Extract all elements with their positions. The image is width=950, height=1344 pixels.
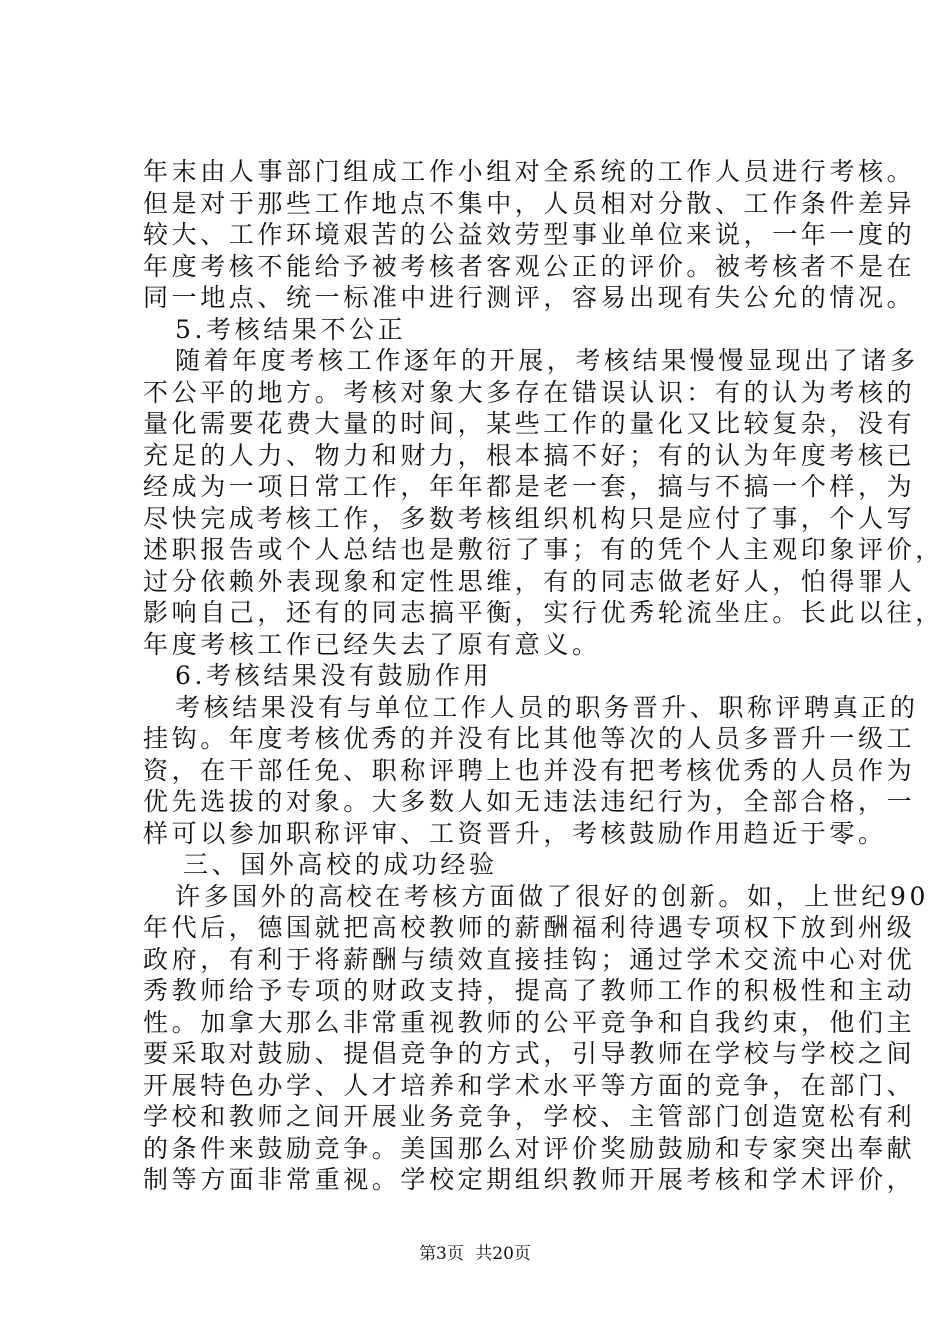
- paragraph-line: 经成为一项日常工作，年年都是老一套，搞与不搞一个样，为: [143, 472, 916, 501]
- paragraph-line: 考核结果没有与单位工作人员的职务晋升、职称评聘真正的: [175, 692, 919, 722]
- page-number: 第3页: [419, 1244, 464, 1264]
- paragraph-line: 影响自己，还有的同志搞平衡，实行优秀轮流坐庄。长此以往，: [143, 598, 944, 627]
- paragraph-line: 述职报告或个人总结也是敷衍了事；有的凭个人主观印象评价，: [143, 535, 944, 564]
- paragraph-line: 的条件来鼓励竞争。美国那么对评价奖励鼓励和专家突出奉献: [143, 1133, 916, 1163]
- paragraph-line: 秀教师给予专项的财政支持，提高了教师工作的积极性和主动: [143, 976, 916, 1005]
- section-heading: 5.考核结果不公正: [175, 314, 407, 344]
- paragraph-line: 学校和教师之间开展业务竞争，学校、主管部门创造宽松有利: [143, 1102, 916, 1131]
- paragraph-line: 政府，有利于将薪酬与绩效直接挂钩；通过学术交流中心对优: [143, 944, 916, 974]
- paragraph-line: 开展特色办学、人才培养和学术水平等方面的竞争，在部门、: [143, 1070, 916, 1100]
- paragraph-line: 要采取对鼓励、提倡竞争的方式，引导教师在学校与学校之间: [143, 1039, 916, 1068]
- paragraph-line: 过分依赖外表现象和定性思维，有的同志做老好人，怕得罪人: [143, 566, 916, 596]
- paragraph-line: 较大、工作环境艰苦的公益效劳型事业单位来说，一年一度的: [143, 220, 916, 249]
- paragraph-line: 性。加拿大那么非常重视教师的公平竞争和自我约束，他们主: [143, 1007, 916, 1037]
- section-heading: 6.考核结果没有鼓励作用: [175, 661, 493, 690]
- paragraph-line: 优先选拔的对象。大多数人如无违法违纪行为，全部合格，一: [143, 787, 916, 816]
- paragraph-line: 挂钩。年度考核优秀的并没有比其他等次的人员多晋升一级工: [143, 724, 916, 753]
- paragraph-line: 年度考核不能给予被考核者客观公正的评价。被考核者不是在: [143, 251, 916, 281]
- paragraph-line: 不公平的地方。考核对象大多存在错误认识：有的认为考核的: [143, 377, 916, 407]
- page-footer: [0, 1243, 950, 1265]
- paragraph-line: 样可以参加职称评审、工资晋升，考核鼓励作用趋近于零。: [143, 818, 887, 848]
- section-heading: 三、国外高校的成功经验: [183, 850, 498, 879]
- paragraph-line: 资，在干部任免、职称评聘上也并没有把考核优秀的人员作为: [143, 755, 916, 785]
- paragraph-line: 随着年度考核工作逐年的开展，考核结果慢慢显现出了诸多: [175, 346, 919, 375]
- paragraph-line: 制等方面非常重视。学校定期组织教师开展考核和学术评价，: [143, 1165, 916, 1194]
- paragraph-line: 尽快完成考核工作，多数考核组织机构只是应付了事，个人写: [143, 503, 916, 533]
- paragraph-line: 同一地点、统一标准中进行测评，容易出现有失公允的情况。: [143, 283, 916, 312]
- page-total: 共20页: [475, 1244, 531, 1264]
- document-body: [143, 156, 944, 1196]
- paragraph-line: 年末由人事部门组成工作小组对全系统的工作人员进行考核。: [143, 157, 916, 186]
- paragraph-line: 但是对于那些工作地点不集中，人员相对分散、工作条件差异: [143, 188, 916, 218]
- paragraph-line: 许多国外的高校在考核方面做了很好的创新。如，上世纪90: [175, 881, 930, 911]
- paragraph-line: 年代后，德国就把高校教师的薪酬福利待遇专项权下放到州级: [143, 913, 916, 942]
- paragraph-line: 年度考核工作已经失去了原有意义。: [143, 629, 601, 659]
- paragraph-line: 充足的人力、物力和财力，根本搞不好；有的认为年度考核已: [143, 440, 916, 470]
- paragraph-line: 量化需要花费大量的时间，某些工作的量化又比较复杂，没有: [143, 409, 916, 438]
